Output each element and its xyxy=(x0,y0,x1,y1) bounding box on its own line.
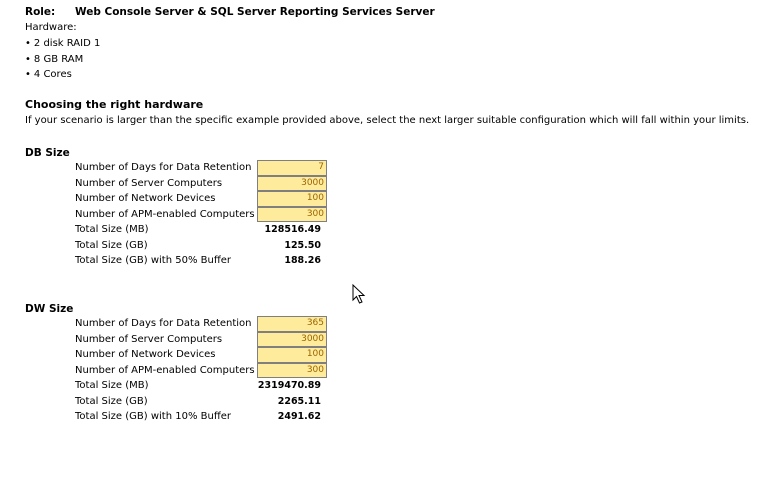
dw-row-total-mb xyxy=(75,378,327,394)
hardware-list xyxy=(25,36,100,83)
dw-total-buffer-label: Total Size (GB) with 10% Buffer xyxy=(75,411,231,422)
dw-total-mb-value[interactable]: 2319470.89 xyxy=(257,380,321,391)
dw-row-total-buffer xyxy=(75,409,327,425)
dw-servers-label: Number of Server Computers xyxy=(75,333,223,345)
db-total-buffer-label: Total Size (GB) with 50% Buffer xyxy=(75,255,231,266)
choosing-hardware-title: Choosing the right hardware xyxy=(25,98,204,111)
dw-retention-label: Number of Days for Data Retention xyxy=(75,318,252,329)
db-row-servers xyxy=(75,176,327,192)
db-apm-label: Number of APM-enabled Computers xyxy=(75,208,255,220)
db-network-input[interactable]: 100 xyxy=(257,191,327,207)
dw-size-title: DW Size xyxy=(25,303,74,315)
choosing-hardware-description: If your scenario is larger than the specific example provided above, select the next larger suitable configuration which will fall within your limits. xyxy=(25,115,750,126)
db-row-apm xyxy=(75,207,327,223)
dw-servers-input[interactable]: 3000 xyxy=(257,332,327,348)
db-retention-input[interactable]: 7 xyxy=(257,160,327,176)
hardware-item-disk: • 2 disk RAID 1 xyxy=(25,36,100,52)
role-label: Role: xyxy=(25,6,56,18)
db-servers-label: Number of Server Computers xyxy=(75,177,223,189)
dw-total-gb-value[interactable]: 2265.11 xyxy=(277,395,321,407)
db-apm-input[interactable]: 300 xyxy=(257,207,327,223)
db-row-total-buffer xyxy=(75,253,327,269)
dw-row-apm xyxy=(75,363,327,379)
db-servers-input[interactable]: 3000 xyxy=(257,176,327,192)
db-network-label: Number of Network Devices xyxy=(75,193,216,204)
db-total-buffer-value[interactable]: 188.26 xyxy=(284,255,321,266)
dw-retention-input[interactable]: 365 xyxy=(257,316,327,332)
dw-apm-label: Number of APM-enabled Computers xyxy=(75,364,255,376)
hardware-item-ram: • 8 GB RAM xyxy=(25,52,100,68)
db-total-mb-value[interactable]: 128516.49 xyxy=(264,224,321,235)
db-size-title: DB Size xyxy=(25,147,70,159)
db-row-total-mb xyxy=(75,222,327,238)
dw-apm-input[interactable]: 300 xyxy=(257,363,327,379)
dw-row-servers xyxy=(75,332,327,348)
db-row-total-gb xyxy=(75,238,327,254)
dw-total-gb-label: Total Size (GB) xyxy=(75,395,148,407)
dw-total-mb-label: Total Size (MB) xyxy=(75,380,149,391)
db-size-table xyxy=(75,160,327,269)
dw-row-total-gb xyxy=(75,394,327,410)
hardware-item-cores: • 4 Cores xyxy=(25,67,100,83)
hardware-title: Hardware: xyxy=(25,22,77,33)
db-total-gb-label: Total Size (GB) xyxy=(75,239,148,251)
dw-total-buffer-value[interactable]: 2491.62 xyxy=(277,411,321,422)
dw-size-table xyxy=(75,316,327,425)
db-retention-label: Number of Days for Data Retention xyxy=(75,162,252,173)
dw-row-network xyxy=(75,347,327,363)
db-row-network xyxy=(75,191,327,207)
dw-row-retention xyxy=(75,316,327,332)
dw-network-label: Number of Network Devices xyxy=(75,349,216,360)
role-value: Web Console Server & SQL Server Reporting Services Server xyxy=(75,6,435,18)
db-total-mb-label: Total Size (MB) xyxy=(75,224,149,235)
mouse-pointer-icon xyxy=(352,284,366,304)
db-row-retention xyxy=(75,160,327,176)
dw-network-input[interactable]: 100 xyxy=(257,347,327,363)
db-total-gb-value[interactable]: 125.50 xyxy=(284,239,321,251)
